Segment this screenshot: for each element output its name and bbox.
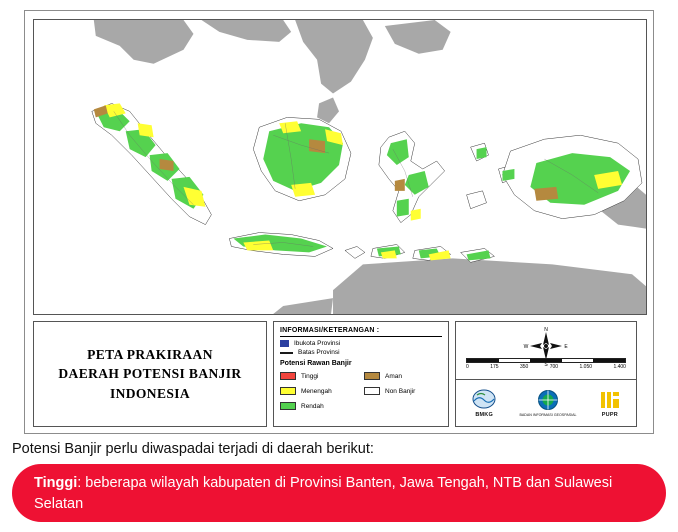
alert-text: beberapa wilayah kabupaten di Provinsi Banten, Jawa Tengah, NTB dan Sulawesi Selatan	[34, 475, 613, 513]
map-title-line-3: INDONESIA	[109, 385, 191, 401]
legend-class-aman	[364, 372, 442, 380]
map-title-line-2: DAERAH POTENSI BANJIR	[58, 366, 242, 382]
legend-class-nonbanjir	[364, 387, 442, 395]
swatch-nonbanjir-icon	[364, 387, 380, 395]
legend-item-capital	[280, 340, 442, 347]
legend-label-capital: Ibukota Provinsi	[294, 340, 341, 347]
bmkg-emblem-icon	[471, 389, 497, 411]
scale-bar-ticks	[466, 364, 626, 370]
map-scale-panel	[455, 321, 637, 427]
pupr-caption: PUPR	[601, 411, 618, 418]
swatch-aman-icon	[364, 372, 380, 380]
scale-tick-1: 175	[490, 364, 499, 370]
legend-class-grid	[280, 370, 442, 412]
svg-text:W: W	[523, 344, 529, 350]
map-canvas	[33, 19, 647, 315]
alert-separator: :	[77, 475, 86, 491]
bmkg-caption: BMKG	[475, 411, 493, 418]
map-legend-panel	[273, 321, 449, 427]
svg-text:S: S	[544, 362, 548, 366]
caption-text: Potensi Banjir perlu diwaspadai terjadi di daerah berikut:	[12, 441, 374, 457]
scale-tick-2: 350	[519, 364, 529, 370]
big-caption: BADAN INFORMASI GEOSPASIAL	[519, 412, 577, 417]
indonesia-map-graphic	[34, 20, 646, 314]
bmkg-logo	[471, 389, 497, 418]
legend-class-tinggi	[280, 372, 358, 380]
alert-banner-tinggi	[12, 464, 666, 522]
scale-tick-0: 0	[466, 364, 469, 370]
pupr-logo	[599, 389, 621, 418]
map-bottom-panels	[33, 321, 647, 427]
alert-level-label: Tinggi	[34, 475, 78, 491]
pupr-emblem-icon	[599, 389, 621, 411]
city-square-icon	[280, 340, 289, 347]
legend-label-aman: Aman	[385, 372, 402, 380]
svg-text:N: N	[544, 327, 548, 333]
swatch-rendah-icon	[280, 402, 296, 410]
legend-header: INFORMASI/KETERANGAN :	[280, 327, 442, 337]
legend-label-tinggi: Tinggi	[301, 372, 319, 380]
legend-class-rendah	[280, 402, 358, 410]
scale-tick-3: 700	[549, 364, 559, 370]
legend-subheader: Potensi Rawan Banjir	[280, 360, 352, 367]
legend-label-menengah: Menengah	[301, 387, 332, 395]
legend-label-nonbanjir: Non Banjir	[385, 387, 416, 395]
map-sheet	[24, 10, 654, 434]
big-emblem-icon	[537, 389, 559, 411]
scale-tick-4: 1.050	[579, 364, 593, 370]
legend-item-boundary	[280, 349, 442, 356]
scale-bar-blocks	[466, 358, 626, 363]
map-title-panel	[33, 321, 267, 427]
legend-label-boundary: Batas Provinsi	[298, 349, 340, 356]
scale-bar	[466, 358, 626, 374]
legend-class-menengah	[280, 387, 358, 395]
svg-text:E: E	[564, 344, 568, 350]
legend-label-rendah: Rendah	[301, 402, 324, 410]
big-logo	[519, 389, 576, 418]
map-title-line-1: PETA PRAKIRAAN	[87, 346, 213, 362]
scale-tick-5: 1.400	[613, 364, 626, 370]
scale-and-compass	[456, 322, 636, 380]
agency-logos	[456, 380, 636, 426]
swatch-tinggi-icon	[280, 372, 296, 380]
map-title	[58, 345, 241, 404]
swatch-menengah-icon	[280, 387, 296, 395]
boundary-line-icon	[280, 352, 293, 354]
